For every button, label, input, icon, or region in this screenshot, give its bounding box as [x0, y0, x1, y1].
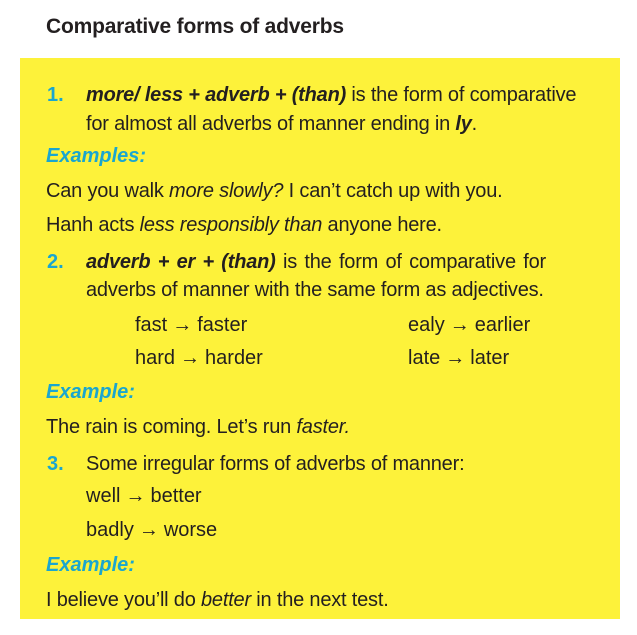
pair-base: well — [86, 485, 121, 507]
example-2-text-b: anyone here. — [322, 214, 442, 236]
page-title: Comparative forms of adverbs — [46, 15, 344, 38]
rule-2-text-a: is the form of comparative for — [275, 251, 546, 273]
pair-badly — [86, 519, 217, 542]
example-2-emphasis: less responsibly than — [139, 214, 323, 236]
example-1-sentence-2 — [46, 214, 442, 237]
right-arrow-icon: → — [172, 314, 193, 336]
right-arrow-icon: → — [138, 519, 159, 541]
pair-comparative: worse — [163, 519, 218, 541]
pair-base: late — [408, 347, 441, 369]
pair-late — [408, 347, 509, 370]
rule-3-text: Some irregular forms of adverbs of manner: — [86, 453, 465, 475]
pair-comparative: faster — [197, 314, 248, 336]
rule-1-formula: more/ less + adverb + (than) — [86, 84, 347, 106]
example-3-text-a: I believe you’ll do — [46, 589, 201, 611]
example-3-sentence — [46, 589, 389, 612]
example-2-sentence — [46, 416, 350, 439]
rule-3-number: 3. — [47, 453, 64, 475]
example-1-text-a: Can you walk — [46, 180, 170, 202]
pair-comparative: better — [150, 485, 202, 507]
rule-2-line-1 — [86, 251, 546, 274]
example-3-text-b: in the next test. — [250, 589, 389, 611]
example-3-emphasis: better — [201, 589, 251, 611]
example-3-label: Example: — [46, 554, 135, 576]
example-1-emphasis: more slowly? — [169, 180, 284, 202]
pair-base: ealy — [408, 314, 445, 336]
rule-1-period: . — [471, 113, 478, 135]
rule-2-number: 2. — [47, 251, 64, 273]
example-2-sentence-emphasis: faster. — [296, 416, 350, 438]
pair-comparative: earlier — [474, 314, 531, 336]
pair-comparative: harder — [205, 347, 263, 369]
example-1-sentence-1 — [46, 180, 503, 203]
example-2-text-a: Hanh acts — [46, 214, 140, 236]
examples-1-label: Examples: — [46, 145, 147, 167]
rule-1-number: 1. — [47, 84, 64, 106]
example-1-text-b: I can’t catch up with you. — [283, 180, 503, 202]
pair-base: fast — [135, 314, 168, 336]
pair-hard — [135, 347, 263, 370]
right-arrow-icon: → — [125, 485, 146, 507]
right-arrow-icon: → — [445, 347, 466, 369]
rule-1-text-a: is the form of comparative — [346, 84, 577, 106]
pair-fast — [135, 314, 247, 337]
example-2-sentence-text: The rain is coming. Let’s run — [46, 416, 297, 438]
example-2-label: Example: — [46, 381, 135, 403]
rule-1-text-b: for almost all adverbs of manner ending in — [86, 113, 456, 135]
right-arrow-icon: → — [180, 347, 201, 369]
pair-early — [408, 314, 530, 337]
rule-2-line-2: adverbs of manner with the same form as adjectives. — [86, 279, 544, 301]
right-arrow-icon: → — [449, 314, 470, 336]
pair-base: badly — [86, 519, 134, 541]
rule-2-formula: adverb + er + (than) — [86, 251, 276, 273]
rule-1-line-1 — [86, 84, 576, 107]
pair-base: hard — [135, 347, 176, 369]
rule-1-suffix: ly — [455, 113, 472, 135]
rule-1-line-2 — [86, 113, 477, 136]
pair-comparative: later — [470, 347, 510, 369]
pair-well — [86, 485, 202, 508]
